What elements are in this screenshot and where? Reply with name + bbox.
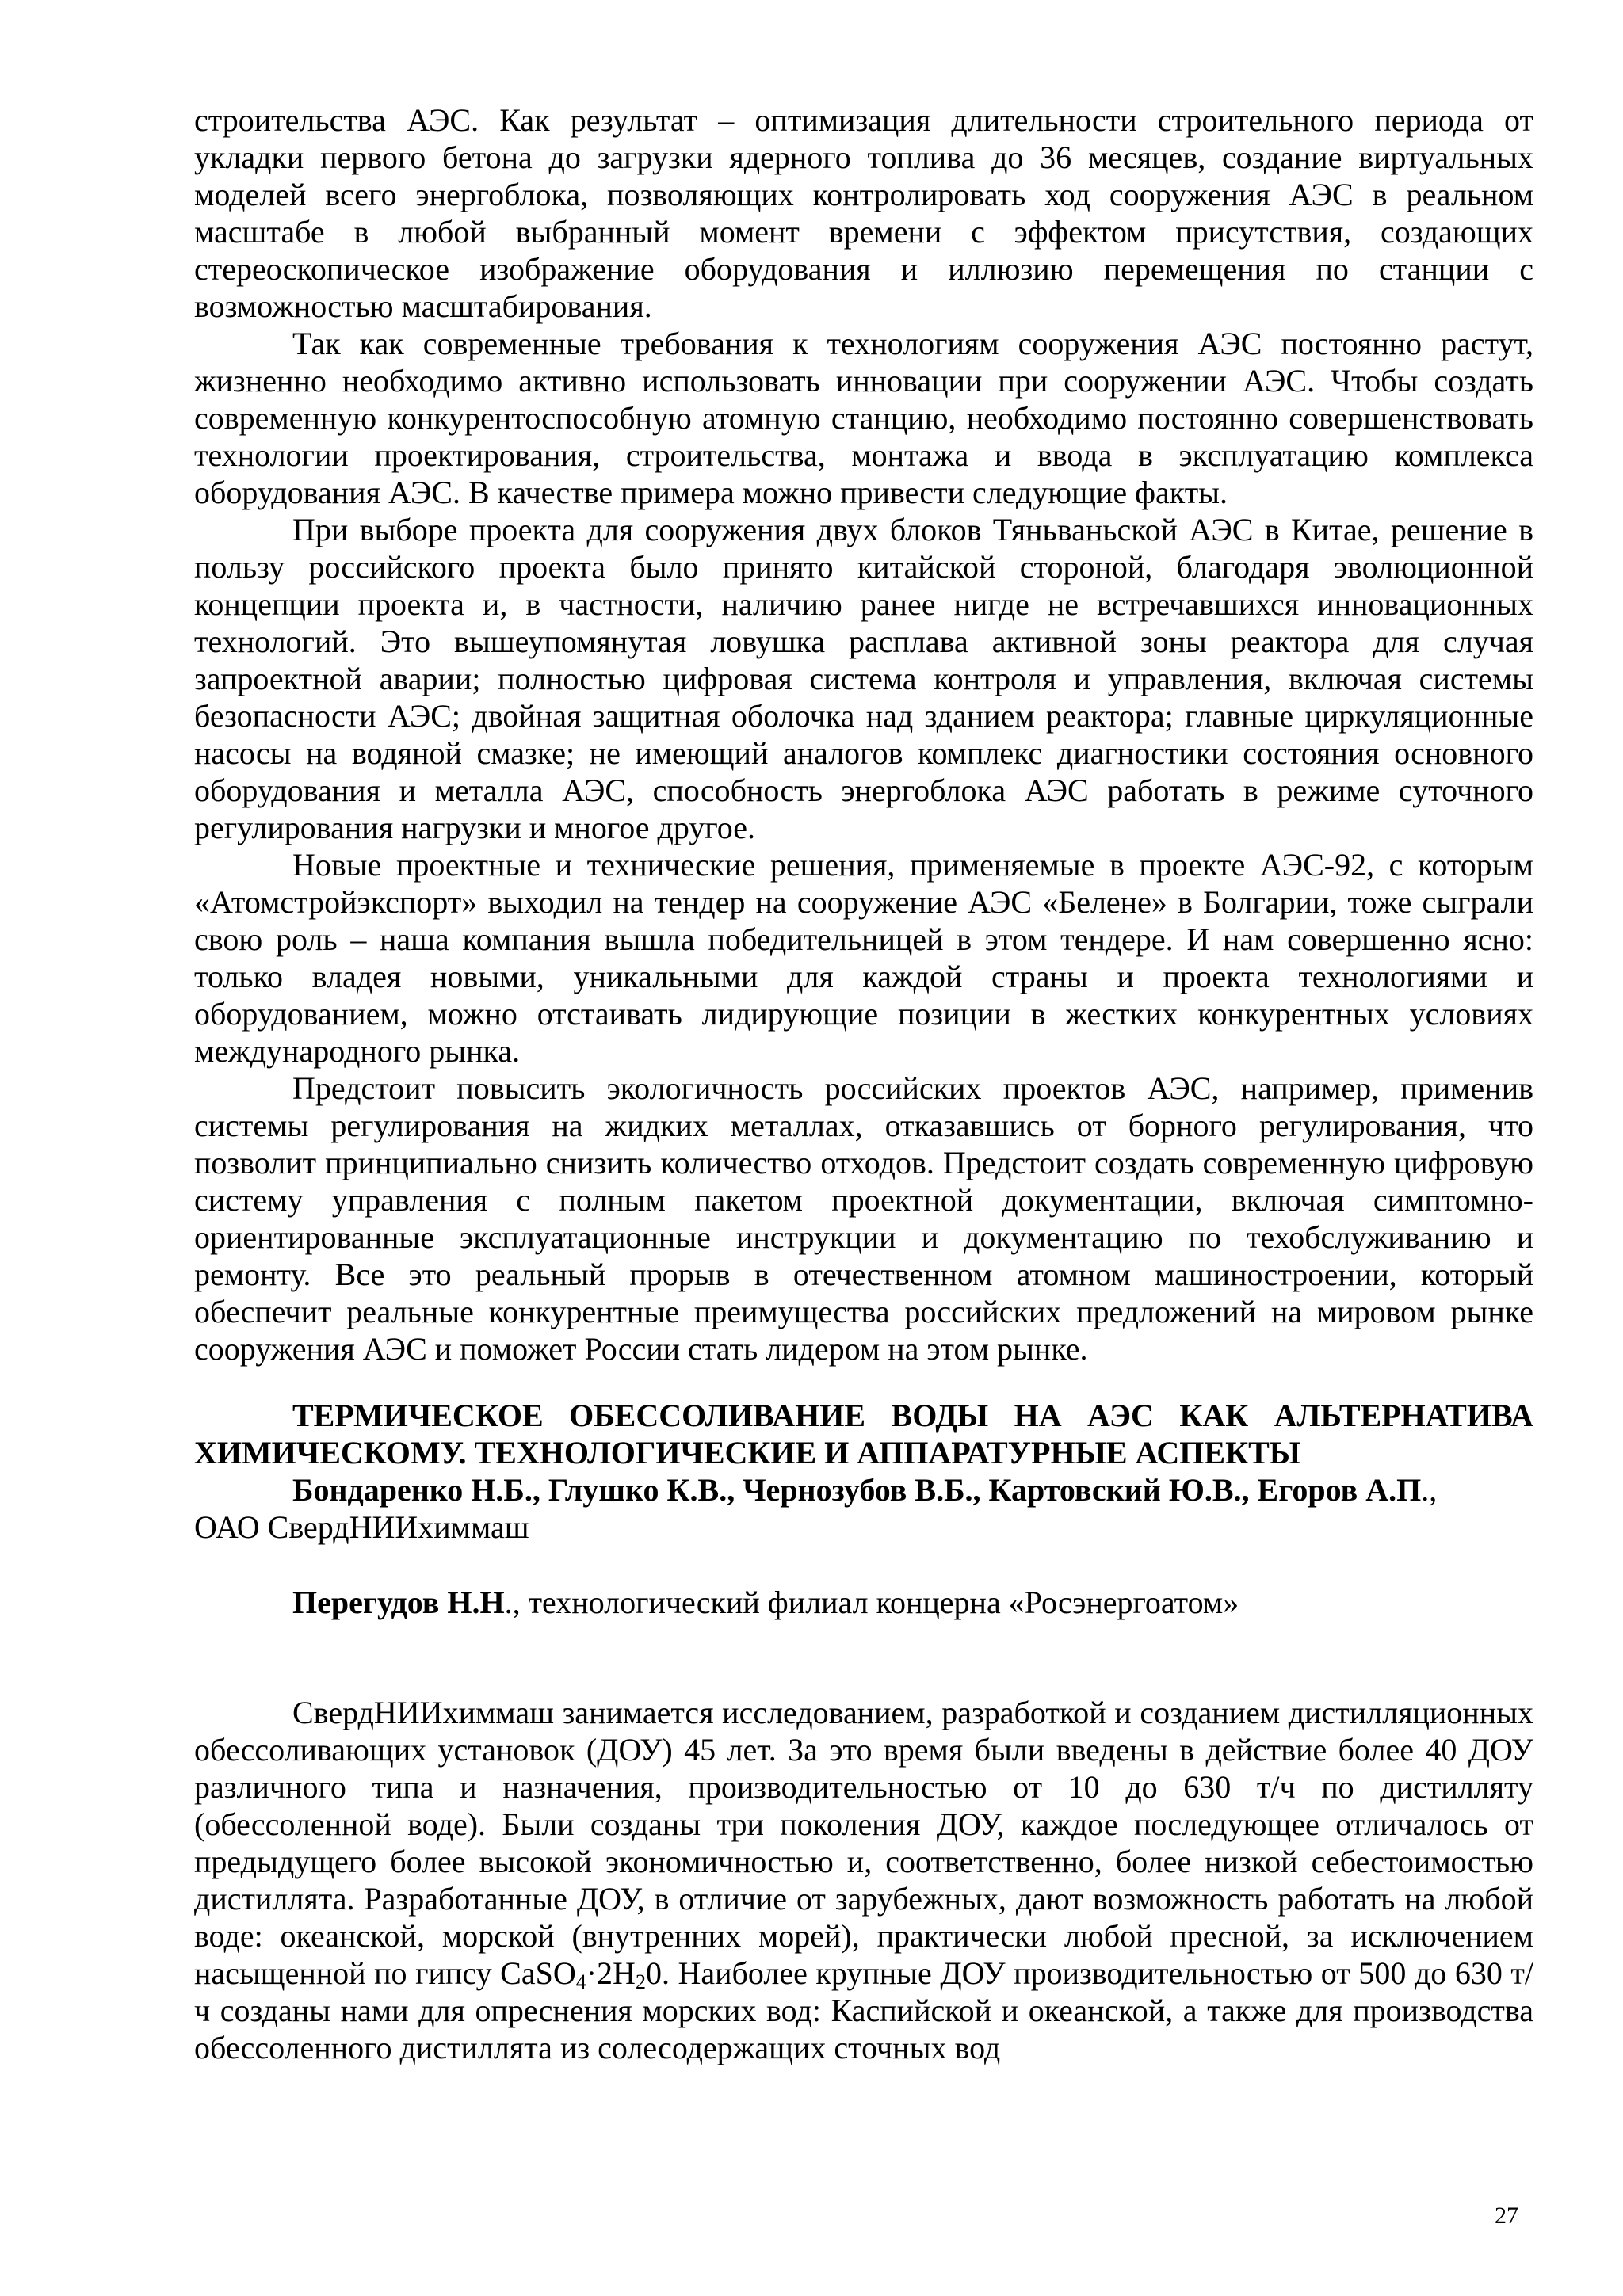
author-names: Бондаренко Н.Б., Глушко К.В., Чернозубов В.Б., Картовский Ю.В., Егоров А.П — [292, 1472, 1422, 1508]
page-number: 27 — [1495, 2203, 1518, 2229]
article-authors — [194, 1471, 1533, 1508]
page-content — [194, 101, 1533, 2066]
author-names: Перегудов Н.Н — [292, 1585, 505, 1620]
formula-subscript: 2 — [635, 1970, 646, 1993]
body-paragraph: Так как современные требования к технологиям сооружения АЭС постоянно растут, жизненно необходимо активно использовать инновации при сооружении АЭС. Чтобы создать современную конкурентоспособную атомную станцию, необходимо постоянно совершенствовать технологии проектирования, строительства, монтажа и ввода в эксплуатацию комплекса оборудования АЭС. В качестве примера можно привести следующие факты. — [194, 326, 1533, 510]
article-title: ТЕРМИЧЕСКОЕ ОБЕССОЛИВАНИЕ ВОДЫ НА АЭС КАК АЛЬТЕРНАТИВА ХИМИЧЕСКОМУ. ТЕХНОЛОГИЧЕСКИЕ И АППАРАТУРНЫЕ АСПЕКТЫ — [194, 1398, 1533, 1470]
paragraph-text: 0. Наиболее крупные ДОУ производительностью от 500 до 630 т/ч созданы нами для опреснения морских вод: Каспийской и океанской, а также для производства обессоленного дистиллята из солесодержащих сточных вод — [194, 1955, 1533, 2065]
spacer — [194, 1621, 1533, 1694]
body-paragraph: При выборе проекта для сооружения двух блоков Тяньваньской АЭС в Китае, решение в пользу российского проекта было принято китайской стороной, благодаря эволюционной концепции проекта и, в частности, наличию ранее нигде не встречавшихся инновационных технологий. Это вышеупомянутая ловушка расплава активной зоны реактора для случая запроектной аварии; полностью цифровая система контроля и управления, включая системы безопасности АЭС; двойная защитная оболочка над зданием реактора; главные циркуляционные насосы на водяной смазке; не имеющий аналогов комплекс диагностики состояния основного оборудования и металла АЭС, способность энергоблока АЭС работать в режиме суточного регулирования нагрузки и многое другое. — [194, 512, 1533, 845]
formula-subscript: 4 — [575, 1970, 586, 1993]
spacer — [194, 1546, 1533, 1584]
paragraph-text: СвердНИИхиммаш занимается исследованием, разработкой и созданием дистилляционных обессоливающих установок (ДОУ) 45 лет. За это время были введены в действие более 40 ДОУ различного типа и назначения, производительностью от 10 до 630 т/ч по дистилляту (обессоленной воде). Были созданы три поколения ДОУ, каждое последующее отличалось от предыдущего более высокой экономичностью и, соответственно, более низкой себестоимостью дистиллята. Разработанные ДОУ, в отличие от зарубежных, дают возможность работать на любой воде: океанской, морской (внутренних морей), практически любой пресной, за исключением насыщенной по гипсу CaSO — [194, 1695, 1533, 1991]
body-paragraph: строительства АЭС. Как результат – оптимизация длительности строительного периода от укладки первого бетона до загрузки ядерного топлива до 36 месяцев, создание виртуальных моделей всего энергоблока, позволяющих контролировать ход сооружения АЭС в реальном масштабе в любой выбранный момент времени с эффектом присутствия, создающих стереоскопическое изображение оборудования и иллюзию перемещения по станции с возможностью масштабирования. — [194, 102, 1533, 324]
body-paragraph: Предстоит повысить экологичность российских проектов АЭС, например, применив системы регулирования на жидких металлах, отказавшись от борного регулирования, что позволит принципиально снизить количество отходов. Предстоит создать современную цифровую систему управления с полным пакетом проектной документации, включая симптомно-ориентированные эксплуатационные инструкции и документацию по техобслуживанию и ремонту. Все это реальный прорыв в отечественном атомном машиностроении, который обеспечит реальные конкурентные преимущества российских предложений на мировом рынке сооружения АЭС и поможет России стать лидером на этом рынке. — [194, 1070, 1533, 1367]
article-authors-2 — [194, 1584, 1533, 1621]
author-organization: ОАО СвердНИИхиммаш — [194, 1509, 529, 1545]
article-paragraph — [194, 1694, 1533, 2066]
body-paragraph: Новые проектные и технические решения, применяемые в проекте АЭС-92, с которым «Атомстройэкспорт» выходил на тендер на сооружение АЭС «Белене» в Болгарии, тоже сыграли свою роль – наша компания вышла победительницей в этом тендере. И нам совершенно ясно: только владея новыми, уникальными для каждой страны и проекта технологиями и оборудованием, можно отстаивать лидирующие позиции в жестких конкурентных условиях международного рынка. — [194, 847, 1533, 1069]
author-suffix: ., — [1421, 1472, 1438, 1508]
author-affiliation: ., технологический филиал концерна «Росэнергоатом» — [504, 1585, 1239, 1620]
spacer — [194, 1367, 1533, 1397]
formula-text: ·2H — [586, 1955, 636, 1991]
